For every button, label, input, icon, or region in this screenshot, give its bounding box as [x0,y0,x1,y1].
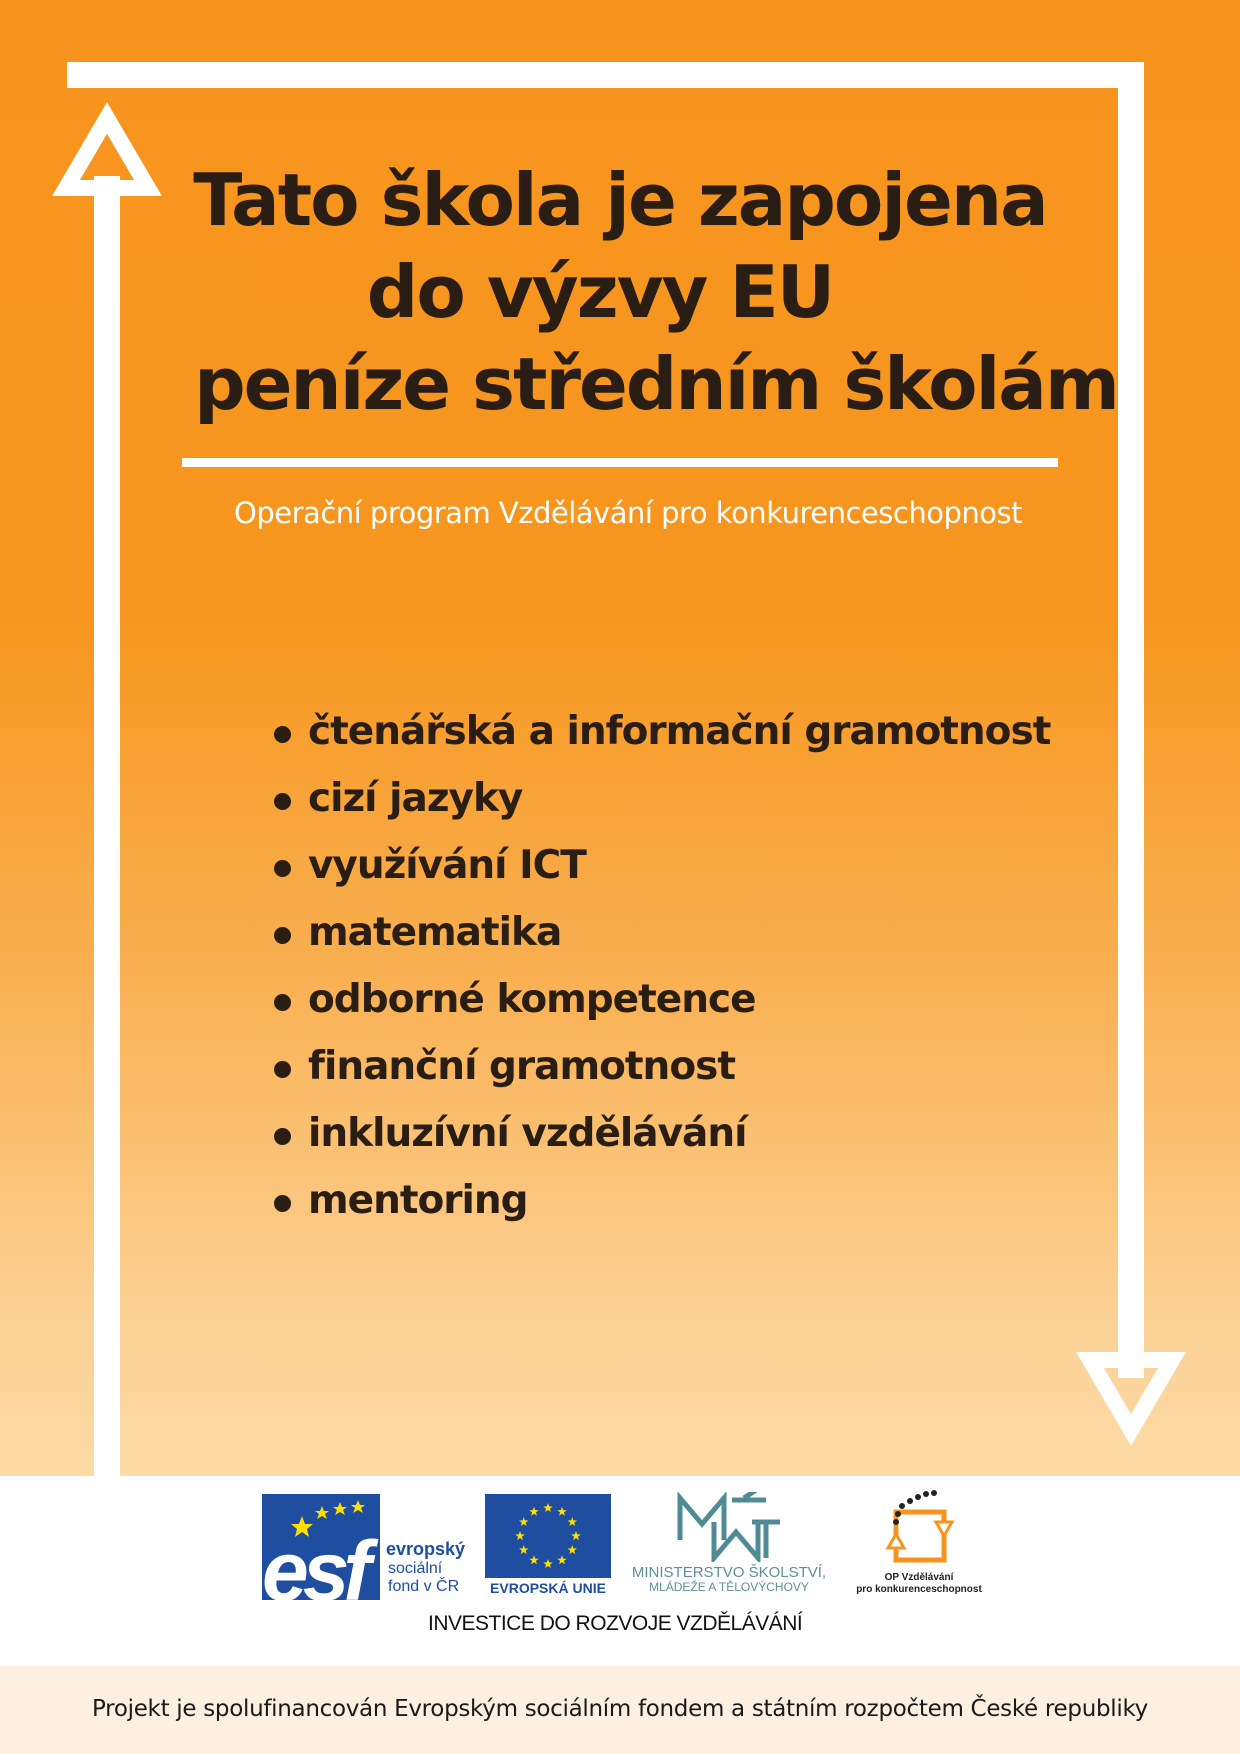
topic-label: cizí jazyky [308,776,523,821]
esf-text-line-2: sociální [388,1560,443,1577]
esf-mark: esf [262,1524,366,1600]
topic-list [272,698,1050,1234]
eu-star-icon [557,1507,567,1516]
list-item [272,1033,1050,1100]
bullet-icon [274,1128,291,1145]
eu-star-icon [529,1555,539,1564]
bullet-icon [274,994,291,1011]
eu-star-icon [529,1507,539,1516]
eu-star-icon [543,1559,553,1568]
title-line-1: Tato škola je zapojena [193,158,1047,242]
topic-label: využívání ICT [308,843,586,888]
list-item [272,1100,1050,1167]
msmt-text-line-1: MINISTERSTVO ŠKOLSTVÍ, [631,1564,827,1581]
topic-label: odborné kompetence [308,977,756,1022]
footer-text: Projekt je spolufinancován Evropským sociálním fondem a státním rozpočtem České republiky [92,1696,1148,1722]
topic-label: finanční gramotnost [308,1044,735,1089]
esf-text-line-3: fond v ČR [388,1578,460,1595]
frame-top-bar [67,62,1144,88]
eu-star-icon [568,1517,578,1526]
eu-flag [485,1494,611,1578]
topic-label: inkluzívní vzdělávání [308,1111,747,1156]
eu-star-icon [568,1545,578,1554]
eu-logo [485,1494,611,1600]
eu-star-icon [519,1517,529,1526]
eu-star-icon [543,1503,553,1512]
msmt-logo [618,1492,840,1602]
bullet-icon [274,860,291,877]
list-item [272,899,1050,966]
title-line-2: do výzvy EU [366,250,834,334]
list-item [272,1167,1050,1234]
bullet-icon [274,927,291,944]
list-item [272,698,1050,765]
msmt-text-line-2: MLÁDEŽE A TĚLOVÝCHOVY [649,1580,809,1594]
eu-star-icon [557,1555,567,1564]
topic-label: mentoring [308,1178,528,1223]
eu-star-icon [515,1531,525,1540]
op-mark-icon [880,1490,960,1570]
esf-logo [262,1494,474,1600]
eu-label: EVROPSKÁ UNIE [490,1580,606,1596]
esf-text-line-1: evropský [386,1539,466,1559]
bullet-icon [274,1195,291,1212]
esf-logo-box [262,1494,380,1600]
bullet-icon [274,1061,291,1078]
bullet-icon [274,793,291,810]
op-text-line-1: OP Vzdělávání [884,1572,954,1583]
op-logo [846,1490,992,1602]
list-item [272,832,1050,899]
list-item [272,966,1050,1033]
topic-label: čtenářská a informační gramotnost [308,709,1051,754]
op-text-line-2: pro konkurenceschopnost [856,1584,982,1595]
subtitle: Operační program Vzdělávání pro konkurenceschopnost [234,496,1022,530]
list-item [272,765,1050,832]
title-divider [182,458,1058,467]
bullet-icon [274,726,291,743]
eu-star-icon [571,1531,581,1540]
tagline: INVESTICE DO ROZVOJE VZDĚLÁVÁNÍ [428,1612,803,1635]
eu-stars-icon [485,1494,611,1578]
eu-star-icon [519,1545,529,1554]
msmt-mark-icon [674,1492,784,1562]
topic-label: matematika [308,910,562,955]
title-line-3: peníze středním školám [194,342,1118,426]
